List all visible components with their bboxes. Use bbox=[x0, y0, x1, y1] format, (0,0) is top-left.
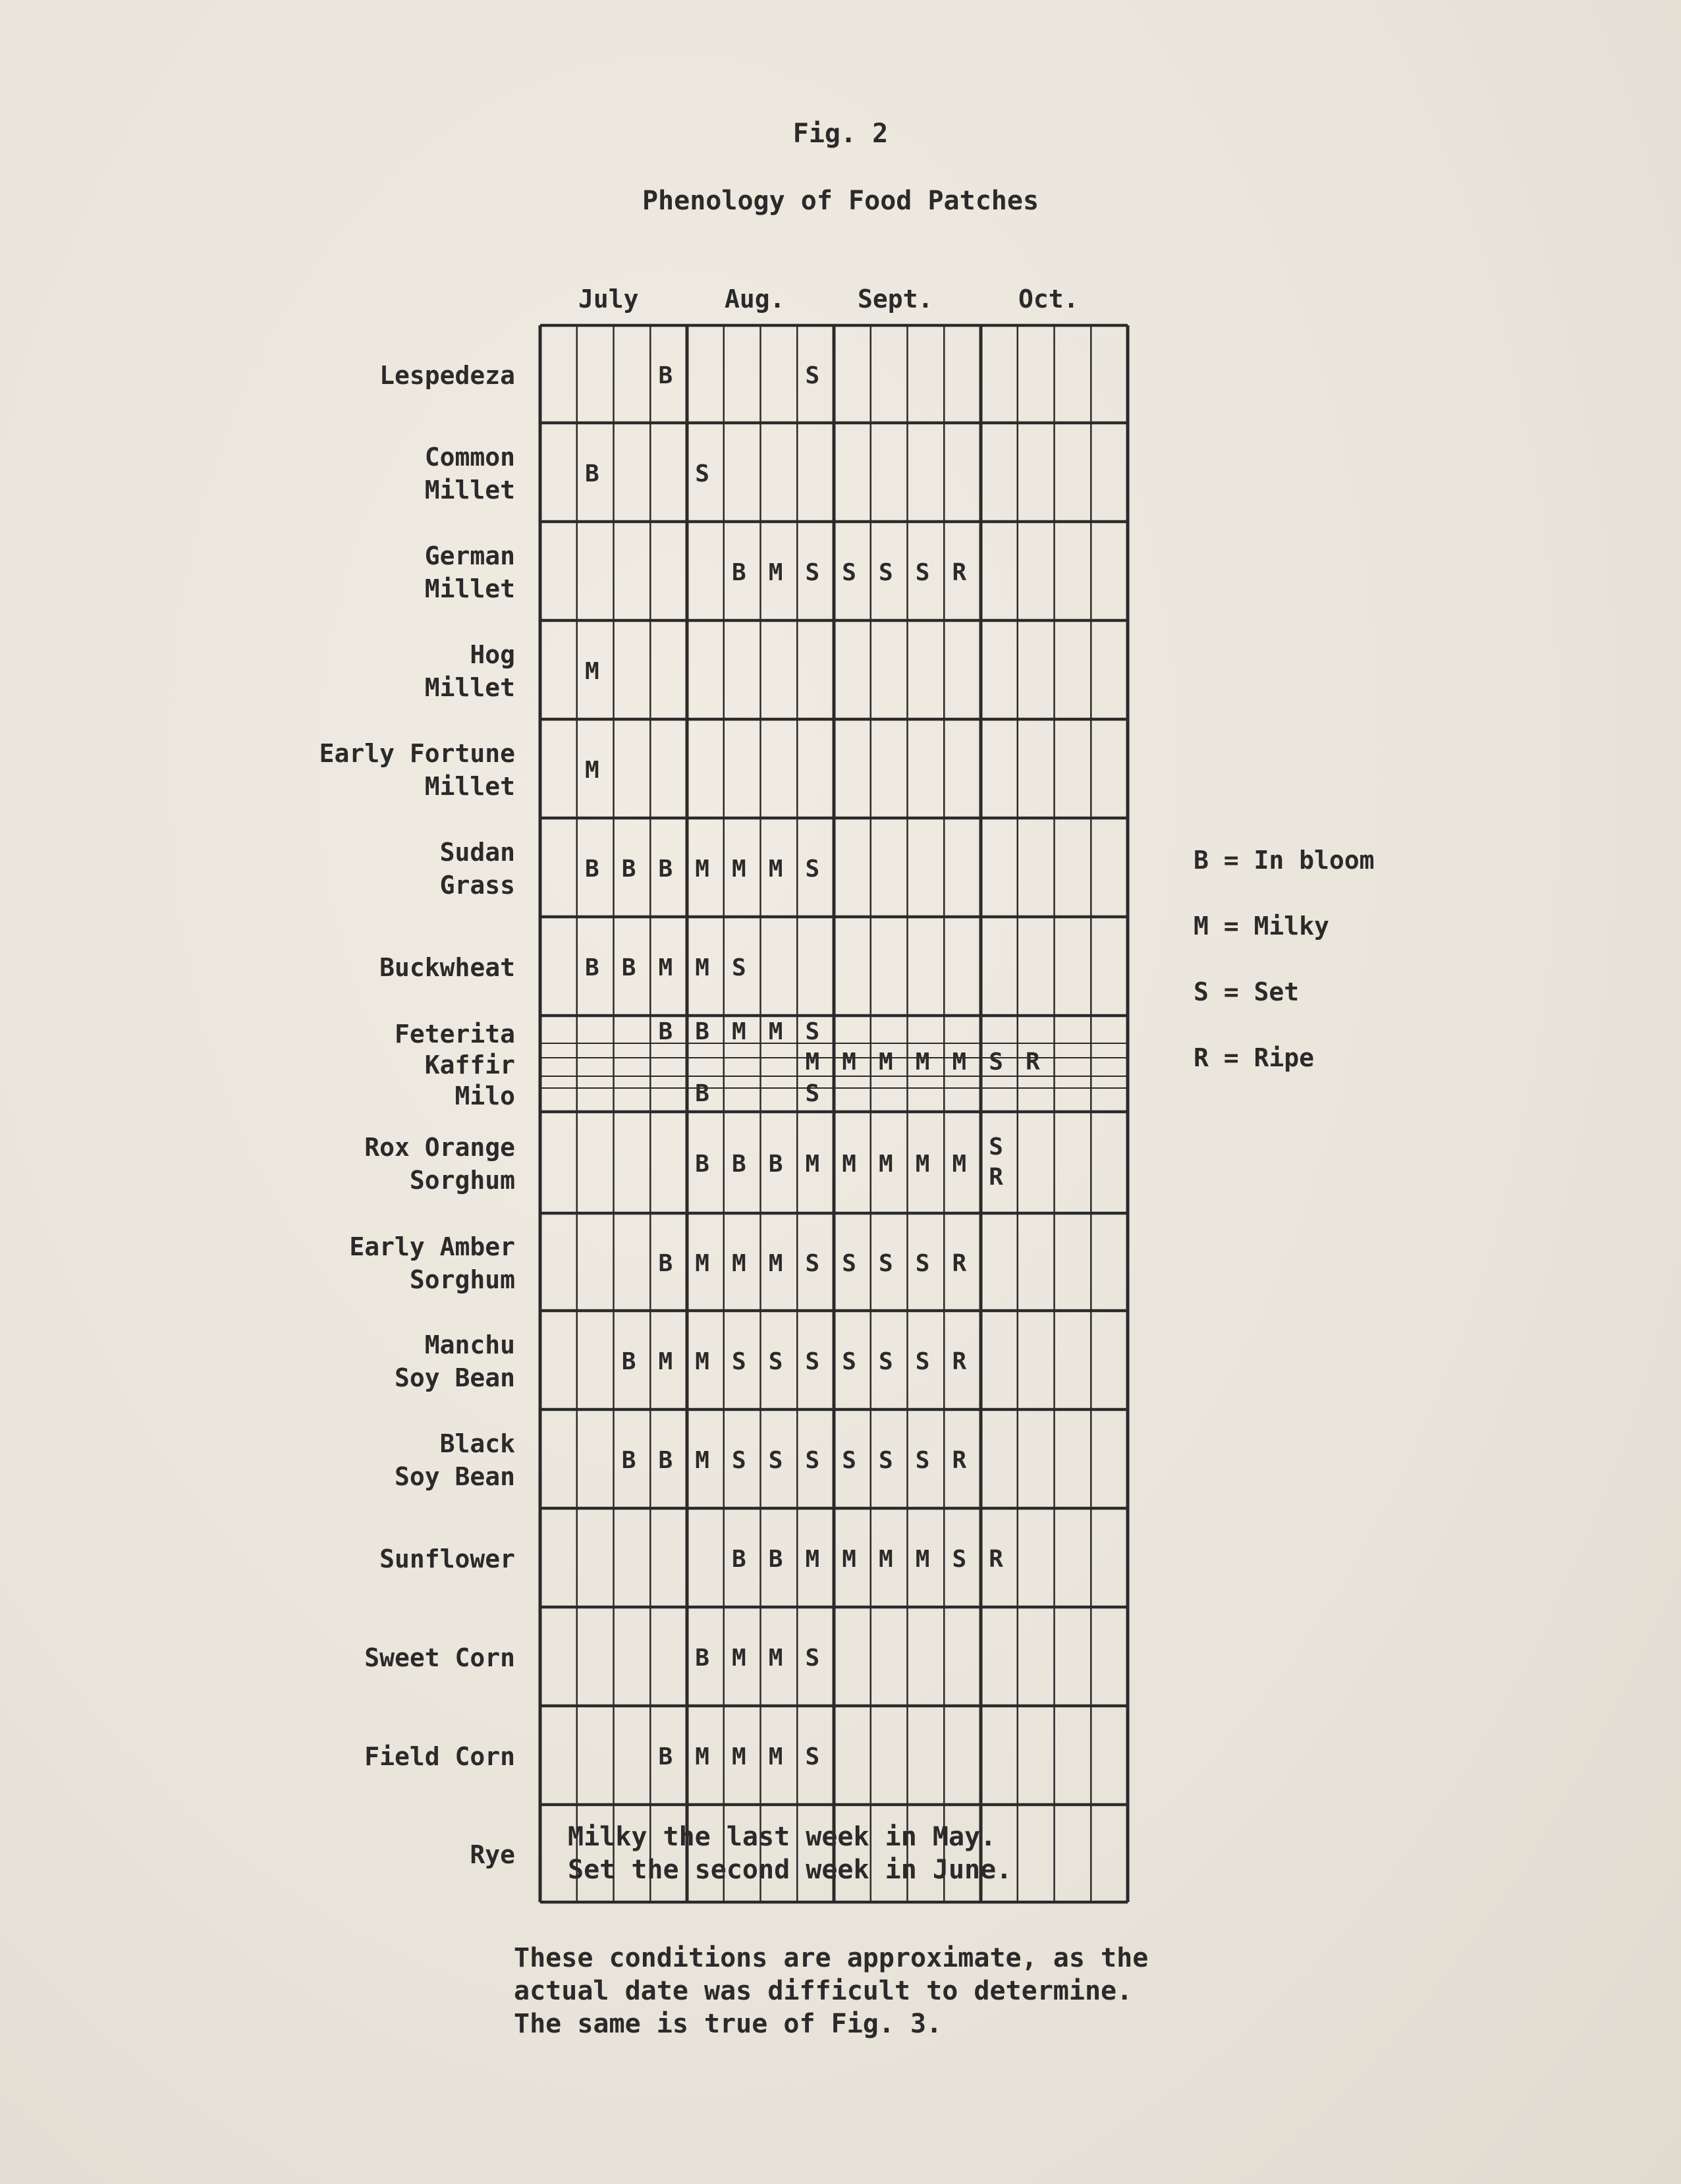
stage-mark: S bbox=[879, 1250, 893, 1277]
row-label-line: Sweet Corn bbox=[364, 1643, 515, 1672]
row-label-line: Common bbox=[424, 443, 515, 472]
stage-mark: S bbox=[805, 1447, 820, 1474]
stage-mark: S bbox=[842, 1250, 856, 1277]
rye-note bbox=[568, 1820, 1012, 1886]
stage-mark: M bbox=[732, 1645, 746, 1672]
stage-mark: M bbox=[695, 1743, 709, 1770]
stage-mark: R bbox=[989, 1546, 1003, 1573]
legend-item: B = In bloom bbox=[1194, 846, 1375, 875]
stage-mark: M bbox=[658, 954, 673, 981]
footnote-line-3: The same is true of Fig. 3. bbox=[514, 2009, 943, 2039]
stage-mark: M bbox=[658, 1348, 673, 1375]
row-label-line: Soy Bean bbox=[394, 1462, 515, 1491]
stage-mark: M bbox=[732, 1018, 746, 1045]
stage-mark: M bbox=[915, 1151, 930, 1178]
stage-mark: M bbox=[915, 1049, 930, 1076]
stage-mark: S bbox=[768, 1348, 783, 1375]
stage-mark: S bbox=[695, 460, 709, 487]
stage-mark: B bbox=[768, 1151, 783, 1178]
stage-mark: M bbox=[768, 559, 783, 586]
figure-title: Phenology of Food Patches bbox=[642, 186, 1039, 216]
month-label-aug: Aug. bbox=[725, 285, 785, 314]
stage-mark: M bbox=[842, 1151, 856, 1178]
stage-mark: B bbox=[732, 1151, 746, 1178]
row-label-line: Grass bbox=[439, 871, 515, 900]
footnote-line-2: actual date was difficult to determine. bbox=[514, 1976, 1133, 2006]
stage-mark: M bbox=[695, 1250, 709, 1277]
row-label-line: Millet bbox=[424, 772, 515, 801]
stage-mark: M bbox=[842, 1546, 856, 1573]
stage-mark: M bbox=[879, 1049, 893, 1076]
stage-mark: B bbox=[732, 559, 746, 586]
stage-mark: R bbox=[952, 559, 967, 586]
month-label-oct: Oct. bbox=[1018, 285, 1079, 314]
row-label-line: Sorghum bbox=[409, 1265, 515, 1294]
stage-mark: S bbox=[805, 362, 820, 389]
stage-mark: B bbox=[658, 1018, 673, 1045]
row-label-line: Sunflower bbox=[379, 1544, 515, 1573]
stage-mark: S bbox=[879, 1447, 893, 1474]
month-label-july: July bbox=[578, 285, 639, 314]
row-label-line: Hog bbox=[470, 640, 515, 669]
stage-mark: R bbox=[952, 1348, 967, 1375]
stage-mark: S bbox=[842, 1348, 856, 1375]
row-label-line: Sorghum bbox=[409, 1166, 515, 1195]
stage-mark: B bbox=[695, 1080, 709, 1107]
stage-mark: M bbox=[805, 1546, 820, 1573]
stage-mark: M bbox=[732, 856, 746, 883]
row-label-line: Millet bbox=[424, 673, 515, 702]
stage-mark: M bbox=[732, 1250, 746, 1277]
stage-mark: S bbox=[915, 1250, 930, 1277]
legend-item: S = Set bbox=[1194, 977, 1300, 1006]
stage-mark: B bbox=[658, 856, 673, 883]
stage-mark: R bbox=[989, 1164, 1003, 1191]
rye-note-line: Milky the last week in May. bbox=[568, 1822, 997, 1852]
stage-mark: B bbox=[658, 1743, 673, 1770]
stage-mark: R bbox=[952, 1447, 967, 1474]
stage-mark: S bbox=[805, 1743, 820, 1770]
stage-mark: B bbox=[621, 1348, 636, 1375]
stage-mark: B bbox=[658, 362, 673, 389]
row-label-line: Buckwheat bbox=[379, 953, 515, 982]
row-label-line: Rox Orange bbox=[364, 1133, 515, 1162]
stage-mark: M bbox=[585, 658, 599, 685]
stage-mark: S bbox=[842, 1447, 856, 1474]
row-label-line: Milo bbox=[455, 1081, 515, 1110]
stage-mark: M bbox=[768, 1018, 783, 1045]
stage-mark: M bbox=[842, 1049, 856, 1076]
stage-mark: B bbox=[695, 1151, 709, 1178]
stage-mark: S bbox=[805, 856, 820, 883]
row-label-line: Soy Bean bbox=[394, 1363, 515, 1392]
stage-mark: M bbox=[952, 1049, 967, 1076]
stage-mark: S bbox=[952, 1546, 967, 1573]
row-label-line: Field Corn bbox=[364, 1742, 515, 1771]
stage-mark: B bbox=[585, 856, 599, 883]
stage-mark: B bbox=[585, 460, 599, 487]
stage-mark: B bbox=[621, 1447, 636, 1474]
stage-mark: M bbox=[805, 1049, 820, 1076]
stage-mark: M bbox=[915, 1546, 930, 1573]
stage-mark: S bbox=[732, 1348, 746, 1375]
stage-mark: S bbox=[805, 559, 820, 586]
footnote-line-1: These conditions are approximate, as the bbox=[514, 1943, 1149, 1973]
row-label-line: Early Amber bbox=[349, 1232, 515, 1261]
stage-mark: R bbox=[1026, 1049, 1040, 1076]
row-label-line: Rye bbox=[470, 1840, 515, 1869]
stage-mark: B bbox=[695, 1645, 709, 1672]
stage-mark: B bbox=[585, 954, 599, 981]
stage-mark: B bbox=[732, 1546, 746, 1573]
row-label-line: Manchu bbox=[424, 1330, 515, 1359]
stage-mark: M bbox=[768, 856, 783, 883]
footnote bbox=[514, 1942, 1148, 2040]
stage-mark: B bbox=[658, 1447, 673, 1474]
stage-mark: M bbox=[952, 1151, 967, 1178]
stage-mark: M bbox=[768, 1743, 783, 1770]
month-label-sept: Sept. bbox=[858, 285, 933, 314]
stage-mark: M bbox=[695, 954, 709, 981]
row-label-line: Millet bbox=[424, 476, 515, 505]
stage-mark: S bbox=[915, 1447, 930, 1474]
stage-mark: B bbox=[658, 1250, 673, 1277]
stage-mark: M bbox=[695, 1348, 709, 1375]
stage-mark: S bbox=[989, 1133, 1003, 1160]
stage-mark: S bbox=[915, 1348, 930, 1375]
figure-number: Fig. 2 bbox=[792, 119, 889, 149]
stage-mark: S bbox=[805, 1018, 820, 1045]
stage-mark: S bbox=[768, 1447, 783, 1474]
row-label-line: Millet bbox=[424, 574, 515, 603]
row-label-line: German bbox=[424, 541, 515, 570]
stage-mark: S bbox=[805, 1250, 820, 1277]
stage-mark: S bbox=[805, 1348, 820, 1375]
stage-mark: S bbox=[989, 1049, 1003, 1076]
stage-mark: S bbox=[879, 1348, 893, 1375]
stage-mark: S bbox=[732, 1447, 746, 1474]
rye-note-line: Set the second week in June. bbox=[568, 1855, 1012, 1885]
stage-mark: M bbox=[695, 856, 709, 883]
stage-mark: S bbox=[805, 1645, 820, 1672]
legend-item: M = Milky bbox=[1194, 912, 1329, 941]
stage-mark: M bbox=[768, 1645, 783, 1672]
legend-item: R = Ripe bbox=[1194, 1043, 1315, 1072]
row-label-line: Kaffir bbox=[424, 1050, 515, 1079]
stage-mark: M bbox=[695, 1447, 709, 1474]
stage-mark: R bbox=[952, 1250, 967, 1277]
stage-mark: B bbox=[695, 1018, 709, 1045]
stage-mark: S bbox=[879, 559, 893, 586]
row-label-line: Feterita bbox=[394, 1019, 515, 1049]
stage-mark: S bbox=[732, 954, 746, 981]
stage-mark: S bbox=[805, 1080, 820, 1107]
stage-mark: M bbox=[805, 1151, 820, 1178]
stage-mark: M bbox=[768, 1250, 783, 1277]
row-label-line: Sudan bbox=[439, 838, 515, 867]
stage-mark: M bbox=[585, 757, 599, 784]
row-label-line: Early Fortune bbox=[319, 739, 515, 768]
stage-mark: S bbox=[915, 559, 930, 586]
row-label-line: Black bbox=[439, 1429, 515, 1458]
stage-mark: B bbox=[768, 1546, 783, 1573]
stage-mark: B bbox=[621, 954, 636, 981]
stage-mark: M bbox=[732, 1743, 746, 1770]
row-label-line: Lespedeza bbox=[379, 361, 515, 390]
stage-mark: M bbox=[879, 1151, 893, 1178]
stage-mark: B bbox=[621, 856, 636, 883]
stage-mark: S bbox=[842, 559, 856, 586]
stage-mark: M bbox=[879, 1546, 893, 1573]
